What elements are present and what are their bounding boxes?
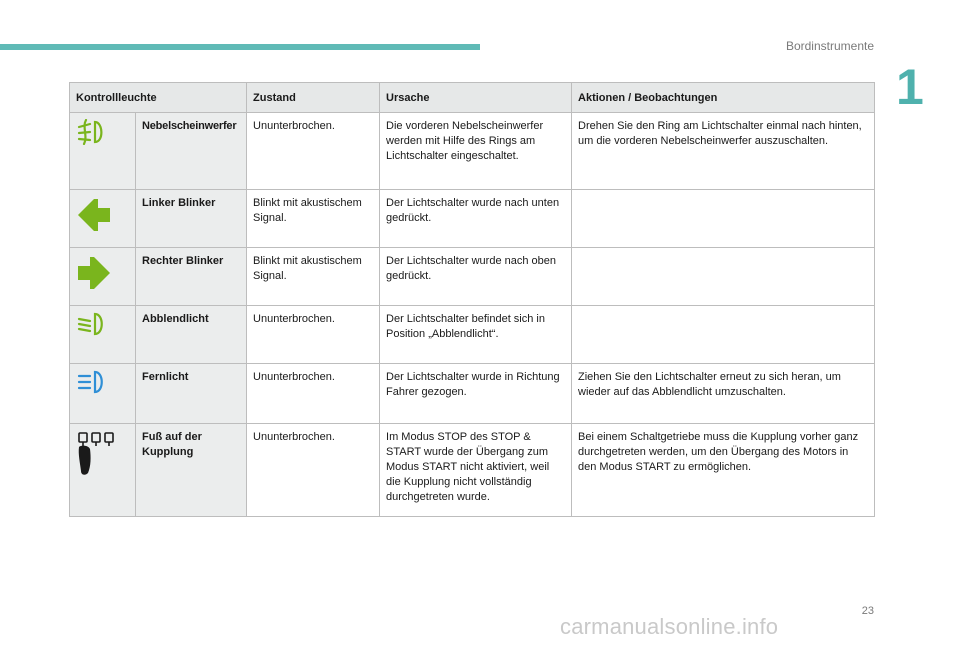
action-cell bbox=[572, 248, 875, 306]
low-beam-icon bbox=[76, 312, 106, 336]
icon-cell bbox=[70, 424, 136, 517]
table-row bbox=[70, 248, 875, 306]
header-zustand: Zustand bbox=[247, 83, 380, 113]
cause-cell: Der Lichtschalter befindet sich in Position „Abblendlicht“. bbox=[380, 306, 572, 364]
top-accent-bar bbox=[0, 44, 480, 50]
cause-cell: Der Lichtschalter wurde in Richtung Fahrer gezogen. bbox=[380, 364, 572, 424]
table-row bbox=[70, 306, 875, 364]
cause-cell: Der Lichtschalter wurde nach oben gedrückt. bbox=[380, 248, 572, 306]
header-aktionen: Aktionen / Beobachtungen bbox=[572, 83, 875, 113]
lamp-name: Abblendlicht bbox=[136, 306, 247, 364]
table-row bbox=[70, 113, 875, 190]
state-cell: Ununterbrochen. bbox=[247, 364, 380, 424]
state-cell: Blinkt mit akustischem Signal. bbox=[247, 190, 380, 248]
icon-cell bbox=[70, 190, 136, 248]
table-row bbox=[70, 424, 875, 517]
lamp-name: Linker Blinker bbox=[136, 190, 247, 248]
action-cell: Bei einem Schaltgetriebe muss die Kupplung vorher ganz durchgetreten werden, um den Übergang des Motors in den Modus START zu ermöglichen. bbox=[572, 424, 875, 517]
section-title: Bordinstrumente bbox=[785, 39, 874, 53]
icon-cell bbox=[70, 306, 136, 364]
table-row bbox=[70, 190, 875, 248]
high-beam-icon bbox=[76, 370, 106, 394]
front-fog-light-icon bbox=[76, 119, 106, 145]
action-cell bbox=[572, 190, 875, 248]
action-cell bbox=[572, 306, 875, 364]
state-cell: Ununterbrochen. bbox=[247, 306, 380, 364]
lamp-name: Nebelscheinwerfer bbox=[136, 113, 247, 190]
icon-cell bbox=[70, 248, 136, 306]
warning-lights-table bbox=[69, 82, 875, 517]
chapter-number: 1 bbox=[896, 59, 924, 115]
cause-cell: Der Lichtschalter wurde nach unten gedrückt. bbox=[380, 190, 572, 248]
state-cell: Blinkt mit akustischem Signal. bbox=[247, 248, 380, 306]
right-turn-arrow-icon bbox=[76, 254, 112, 292]
lamp-name: Fuß auf der Kupplung bbox=[136, 424, 247, 517]
cause-cell: Die vorderen Nebelscheinwerfer werden mit Hilfe des Rings am Lichtschalter eingeschaltet. bbox=[380, 113, 572, 190]
foot-on-clutch-icon bbox=[76, 430, 116, 476]
state-cell: Ununterbrochen. bbox=[247, 424, 380, 517]
table-row bbox=[70, 364, 875, 424]
table-header-row bbox=[70, 83, 875, 113]
icon-cell bbox=[70, 364, 136, 424]
left-turn-arrow-icon bbox=[76, 196, 112, 234]
cause-cell: Im Modus STOP des STOP & START wurde der Übergang zum Modus START nicht aktiviert, weil die Kupplung nicht vollständig durchgetreten wurde. bbox=[380, 424, 572, 517]
header-ursache: Ursache bbox=[380, 83, 572, 113]
page-number: 23 bbox=[861, 605, 874, 617]
action-cell: Drehen Sie den Ring am Lichtschalter einmal nach hinten, um die vorderen Nebelscheinwerfer auszuschalten. bbox=[572, 113, 875, 190]
header-kontrollleuchte: Kontrollleuchte bbox=[70, 83, 247, 113]
watermark: carmanualsonline.info bbox=[560, 614, 779, 639]
lamp-name: Rechter Blinker bbox=[136, 248, 247, 306]
action-cell: Ziehen Sie den Lichtschalter erneut zu sich heran, um wieder auf das Abblendlicht umzuschalten. bbox=[572, 364, 875, 424]
lamp-name: Fernlicht bbox=[136, 364, 247, 424]
state-cell: Ununterbrochen. bbox=[247, 113, 380, 190]
icon-cell bbox=[70, 113, 136, 190]
